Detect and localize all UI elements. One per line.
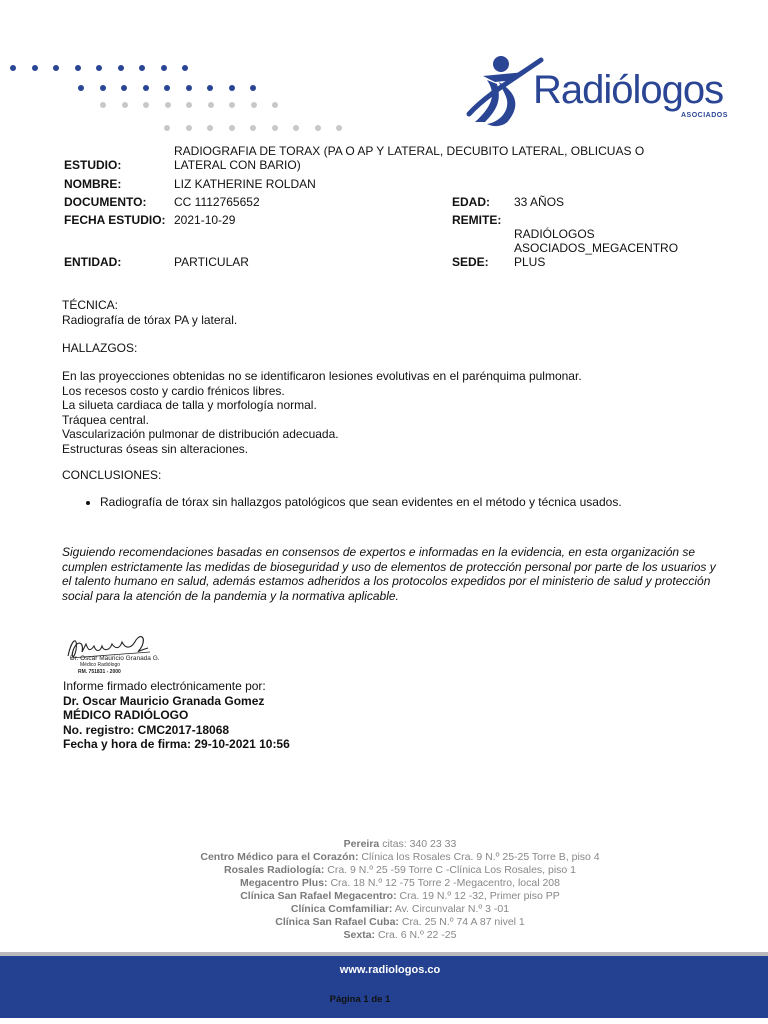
nombre-label: NOMBRE:: [64, 177, 122, 191]
decorative-dot: [251, 102, 257, 108]
decorative-dot: [272, 102, 278, 108]
doctor-name: Dr. Oscar Mauricio Granada Gomez: [63, 693, 265, 708]
decorative-dot: [78, 85, 84, 91]
decorative-dot: [143, 85, 149, 91]
patient-info-table: [60, 141, 692, 269]
remite-label: REMITE:: [452, 213, 502, 227]
decorative-dot: [229, 102, 235, 108]
decorative-dot: [293, 125, 299, 131]
fecha-estudio-label: FECHA ESTUDIO:: [64, 213, 166, 227]
decorative-dot: [121, 85, 127, 91]
documento-value: CC 1112765652: [174, 195, 260, 209]
signature-block: [63, 679, 290, 752]
decorative-dot: [229, 85, 235, 91]
address-line: Megacentro Plus: Cra. 18 N.º 12 -75 Torre 2 -Megacentro, local 208: [240, 877, 560, 889]
signature-date: Fecha y hora de firma: 29-10-2021 10:56: [63, 737, 290, 751]
decorative-dot: [207, 125, 213, 131]
radiologos-logo: [465, 52, 745, 130]
documento-label: DOCUMENTO:: [64, 195, 147, 209]
conclusiones-list-wrap: [64, 495, 622, 510]
stamp-name: Dr. Oscar Mauricio Granada G.: [70, 655, 160, 662]
remite-value: [510, 209, 692, 227]
decorative-dot: [143, 102, 149, 108]
address-line: Pereira citas: 340 23 33: [343, 838, 457, 850]
stamp-title: Médico Radiólogo: [80, 662, 121, 668]
decorative-dot: [250, 85, 256, 91]
conclusiones-heading: CONCLUSIONES:: [62, 468, 162, 482]
nombre-row: [60, 172, 692, 191]
decorative-dot: [186, 85, 192, 91]
documento-row: [60, 191, 692, 209]
handwritten-signature: [64, 630, 160, 680]
decorative-dot: [164, 85, 170, 91]
decorative-dot: [336, 125, 342, 131]
decorative-dot: [100, 85, 106, 91]
decorative-dot: [53, 65, 59, 71]
address-line: Clínica San Rafael Cuba: Cra. 25 N.º 74 A 87 nivel 1: [275, 916, 525, 928]
decorative-dot: [315, 125, 321, 131]
tecnica-text: Radiografía de tórax PA y lateral.: [62, 312, 238, 327]
hallazgo-line: En las proyecciones obtenidas no se identificaron lesiones evolutivas en el parénquima pulmonar.: [62, 369, 582, 383]
hallazgos-heading: HALLAZGOS:: [62, 341, 138, 355]
decorative-dot: [164, 125, 170, 131]
tecnica-section: [62, 298, 237, 327]
decorative-dot: [208, 102, 214, 108]
decorative-dot: [186, 125, 192, 131]
estudio-label: ESTUDIO:: [64, 158, 122, 172]
fecha-estudio-value: 2021-10-29: [174, 213, 236, 227]
decorative-dot: [10, 65, 16, 71]
clinic-addresses: [0, 838, 768, 942]
decorative-dot: [207, 85, 213, 91]
stamp-rm: RM. 751831 - 2000: [78, 669, 121, 675]
address-line: Clínica San Rafael Megacentro: Cra. 19 N.º 12 -32, Primer piso PP: [240, 890, 560, 902]
hallazgo-line: La silueta cardiaca de talla y morfología normal.: [62, 398, 317, 412]
hallazgo-line: Los recesos costo y cardio frénicos libres.: [62, 383, 285, 398]
decorative-dot: [75, 65, 81, 71]
decorative-dot: [122, 102, 128, 108]
address-line: Rosales Radiología: Cra. 9 N.º 25 -59 Torre C -Clínica Los Rosales, piso 1: [223, 864, 577, 876]
hallazgo-line: Estructuras óseas sin alteraciones.: [62, 441, 249, 456]
logo-subtitle: ASOCIADOS: [681, 112, 728, 119]
decorative-dot: [161, 65, 167, 71]
decorative-dot: [186, 102, 192, 108]
website-link[interactable]: www.radiologos.co: [339, 964, 441, 976]
edad-label: EDAD:: [452, 195, 490, 209]
doctor-registro: No. registro: CMC2017-18068: [63, 722, 230, 737]
estudio-value: RADIOGRAFIA DE TORAX (PA O AP Y LATERAL, DECUBITO LATERAL, OBLICUAS O LATERAL CON BARIO): [174, 144, 645, 172]
doctor-title: MÉDICO RADIÓLOGO: [63, 708, 189, 722]
conclusion-item: • Radiografía de tórax sin hallazgos patológicos que sean evidentes en el método y técnica usados.: [100, 495, 622, 510]
tecnica-heading: TÉCNICA:: [62, 298, 119, 312]
decorative-dot: [96, 65, 102, 71]
decorative-dot: [165, 102, 171, 108]
logo-wordmark: Radiólogos: [533, 68, 724, 112]
signed-intro: Informe firmado electrónicamente por:: [63, 679, 266, 693]
decorative-dot: [100, 102, 106, 108]
address-line: Sexta: Cra. 6 N.º 22 -25: [343, 929, 457, 941]
estudio-row: [60, 141, 692, 172]
decorative-dot: [250, 125, 256, 131]
hallazgo-line: Vascularización pulmonar de distribución adecuada.: [62, 427, 339, 441]
conclusiones-list: [64, 495, 622, 510]
sede-label: SEDE:: [452, 255, 489, 269]
decorative-dot: [182, 65, 188, 71]
address-line: Clínica Comfamiliar: Av. Circunvalar N.º 3 -01: [290, 903, 510, 915]
address-line: Centro Médico para el Corazón: Clínica los Rosales Cra. 9 N.º 25-25 Torre B, piso 4: [200, 851, 600, 863]
edad-value: 33 AÑOS: [514, 195, 565, 209]
decorative-dot: [229, 125, 235, 131]
sede-value: RADIÓLOGOS ASOCIADOS_MEGACENTRO PLUS: [514, 227, 679, 269]
entidad-label: ENTIDAD:: [64, 255, 122, 269]
hallazgo-line: Tráquea central.: [62, 412, 149, 427]
decorative-dot: [32, 65, 38, 71]
decorative-dot: [139, 65, 145, 71]
biosecurity-disclaimer: Siguiendo recomendaciones basadas en consensos de expertos e informadas en la evidencia, en esta organización se cumplen estrictamente las medidas de bioseguridad y uso de elementos de protección personal por parte de los usuarios y el talento humano en salud, además estamos adheridos a los protocolos expedidos por el ministerio de salud y protección social para la atención de la pandemia y la normativa aplicable.: [62, 545, 716, 603]
hallazgos-list: [62, 369, 582, 456]
fecha-row: [60, 209, 692, 227]
decorative-dot: [118, 65, 124, 71]
entidad-row: [60, 227, 692, 269]
entidad-value: PARTICULAR: [174, 255, 249, 269]
page-number: Página 1 de 1: [329, 994, 391, 1005]
decorative-dot: [272, 125, 278, 131]
nombre-value: LIZ KATHERINE ROLDAN: [174, 177, 316, 191]
